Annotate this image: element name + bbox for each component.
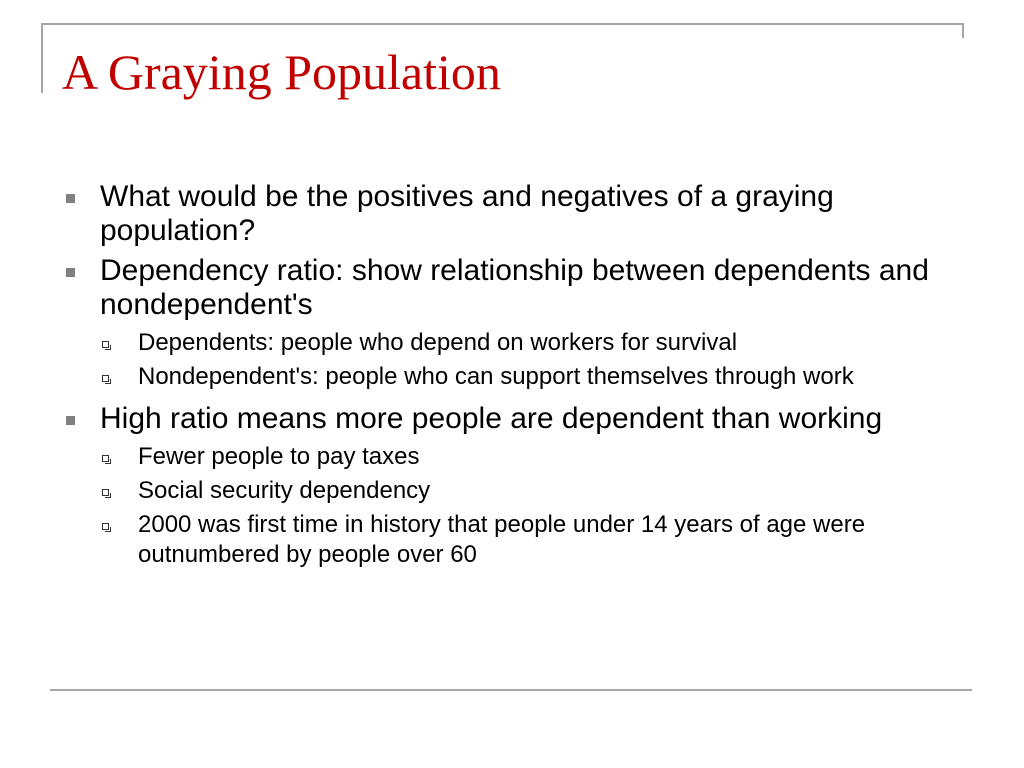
bullet-text: Dependency ratio: show relationship between dependents and nondependent's xyxy=(100,254,929,321)
sub-bullet-text: Nondependent's: people who can support themselves through work xyxy=(138,363,854,390)
sub-bullet-item xyxy=(62,362,962,392)
sub-bullet-text: Social security dependency xyxy=(138,477,431,504)
square-bullet-icon xyxy=(66,268,75,277)
bullet-text: What would be the positives and negatives of a graying population? xyxy=(100,180,834,247)
bullet-text: High ratio means more people are dependent than working xyxy=(100,402,883,435)
hollow-square-bullet-icon xyxy=(102,375,109,382)
bullet-item xyxy=(62,402,962,436)
sub-bullet-item xyxy=(62,442,962,472)
hollow-square-bullet-icon xyxy=(102,523,109,530)
bullet-item xyxy=(62,254,962,322)
hollow-square-bullet-icon xyxy=(102,341,109,348)
hollow-square-bullet-icon xyxy=(102,455,109,462)
hollow-square-bullet-icon xyxy=(102,489,109,496)
frame-line-left xyxy=(41,23,43,93)
square-bullet-icon xyxy=(66,416,75,425)
bullet-item xyxy=(62,180,962,248)
footer-rule xyxy=(50,689,972,691)
sub-bullet-text: 2000 was first time in history that people under 14 years of age were outnumbered by people over 60 xyxy=(138,511,866,568)
sub-bullet-item xyxy=(62,328,962,358)
frame-line-right xyxy=(962,23,964,38)
sub-bullet-item xyxy=(62,476,962,506)
sub-bullet-item xyxy=(62,510,962,570)
slide-title: A Graying Population xyxy=(62,44,501,100)
square-bullet-icon xyxy=(66,194,75,203)
bullet-list xyxy=(62,180,962,580)
frame-line-top xyxy=(41,23,964,25)
sub-bullet-text: Dependents: people who depend on workers for survival xyxy=(138,329,738,356)
sub-bullet-text: Fewer people to pay taxes xyxy=(138,443,420,470)
